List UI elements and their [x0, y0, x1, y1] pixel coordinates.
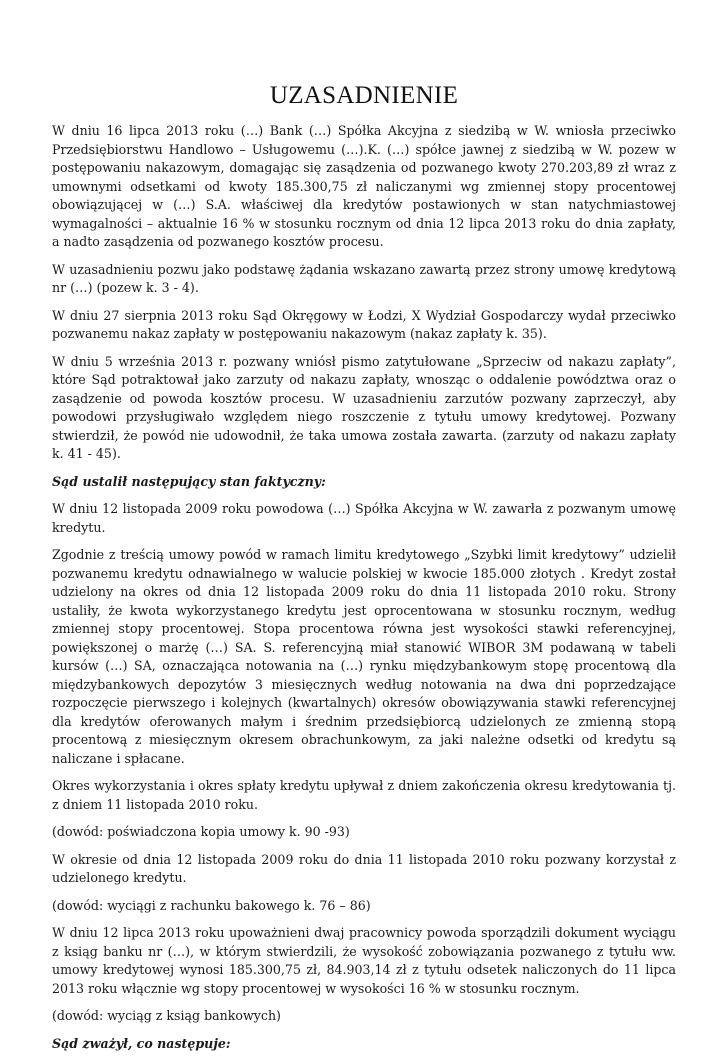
- paragraph-claim: W dniu 16 lipca 2013 roku (…) Bank (…) Spółka Akcyjna z siedzibą w W. wniosła przeciwko Przedsiębiorstwu Handlowo – Usługowemu (…).K. (…) spółce jawnej z siedzibą w W. pozew w postępowaniu nakazowym, domagając się zasądzenia od pozwanego kwoty 270.203,89 zł wraz z umownymi odsetkami od kwoty 185.300,75 zł naliczanymi wg zmiennej stopy procentowej obowiązującej w (…) S.A. właściwej dla kredytów postawionych w stan natychmiastowej wymagalności – aktualnie 16 % w stosunku rocznym od dnia 12 lipca 2013 roku do dnia zapłaty, a nadto zasądzenia od pozwanego kosztów procesu.: [52, 123, 676, 249]
- section-heading-considerations: Sąd zważył, co następuje:: [52, 1035, 231, 1051]
- paragraph-credit-period: Okres wykorzystania i okres spłaty kredytu upływał z dniem zakończenia okresu kredytowania tj. z dniem 11 listopada 2010 roku.: [52, 778, 676, 812]
- paragraph-bank-extract: W dniu 12 lipca 2013 roku upoważnieni dwaj pracownicy powoda sporządzili dokument wyciągu z ksiąg banku nr (…), w którym stwierdzili, że wysokość zobowiązania pozwanego z tytułu ww. umowy kredytowej wynosi 185.300,75 zł, 84.903,14 zł z tytułu odsetek naliczonych do 11 lipca 2013 roku włącznie wg stopy procentowej w wysokości 16 % w stosunku rocznym.: [52, 925, 676, 996]
- paragraph-evidence-statements: (dowód: wyciągi z rachunku bakowego k. 76 – 86): [52, 897, 371, 913]
- paragraph-credit-usage: W okresie od dnia 12 listopada 2009 roku do dnia 11 listopada 2010 roku pozwany korzystał z udzielonego kredytu.: [52, 851, 676, 885]
- paragraph-claim-basis: W uzasadnieniu pozwu jako podstawę żądania wskazano zawartą przez strony umowę kredytową nr (…) (pozew k. 3 - 4).: [52, 261, 676, 295]
- document-page: [52, 82, 676, 1062]
- paragraph-payment-order: W dniu 27 sierpnia 2013 roku Sąd Okręgowy w Łodzi, X Wydział Gospodarczy wydał przeciwko pozwanemu nakaz zapłaty w postępowaniu nakazowym (nakaz zapłaty k. 35).: [52, 307, 676, 341]
- paragraph-evidence-agreement: (dowód: poświadczona kopia umowy k. 90 -93): [52, 824, 350, 839]
- paragraph-objections: W dniu 5 września 2013 r. pozwany wniósł pismo zatytułowane „Sprzeciw od nakazu zapłaty”, które Sąd potraktował jako zarzuty od nakazu zapłaty, wnosząc o oddalenie powództwa oraz o zasądzenie od powoda kosztów procesu. W uzasadnieniu zarzutów pozwany zaprzeczył, aby powodowi przysługiwało względem niego roszczenie z tytułu umowy kredytowej. Pozwany stwierdził, że powód nie udowodnił, że taka umowa została zawarta. (zarzuty od nakazu zapłaty k. 41 - 45).: [52, 353, 676, 461]
- paragraph-agreement-terms: Zgodnie z treścią umowy powód w ramach limitu kredytowego „Szybki limit kredytowy” udzielił pozwanemu kredytu odnawialnego w walucie polskiej w kwocie 185.000 złotych . Kredyt został udzielony na okres od dnia 12 listopada 2009 roku do dnia 11 listopada 2010 roku. Strony ustaliły, że kwota wykorzystanego kredytu jest oprocentowana w stosunku rocznym, według zmiennej stopy procentowej. Stopa procentowa równa jest wysokości stawki referencyjnej, powiększonej o marżę (…) SA. S. referencyjną miał stanowić WIBOR 3M podawaną w tabeli kursów (…) SA, oznaczająca notowania na (…) rynku międzybankowym stopę procentową dla międzybankowych depozytów 3 miesięcznych według notowania na dwa dni poprzedzające rozpoczęcie pierwszego i kolejnych (kwartalnych) okresów obowiązywania stawki referencyjnej dla kredytów oferowanych małym i średnim przedsiębiorcą udzielonych ze zmienną stopą procentową z miesięcznym okresem obrachunkowym, za jaki należne odsetki od kredytu są naliczane i spłacane.: [52, 547, 676, 766]
- document-title: UZASADNIENIE: [269, 82, 459, 109]
- paragraph-credit-agreement: W dniu 12 listopada 2009 roku powodowa (…) Spółka Akcyjna w W. zawarła z pozwanym umowę kredytu.: [52, 501, 676, 535]
- section-heading-facts: Sąd ustalił następujący stan faktyczny:: [52, 473, 326, 489]
- paragraph-evidence-extract: (dowód: wyciąg z ksiąg bankowych): [52, 1008, 281, 1023]
